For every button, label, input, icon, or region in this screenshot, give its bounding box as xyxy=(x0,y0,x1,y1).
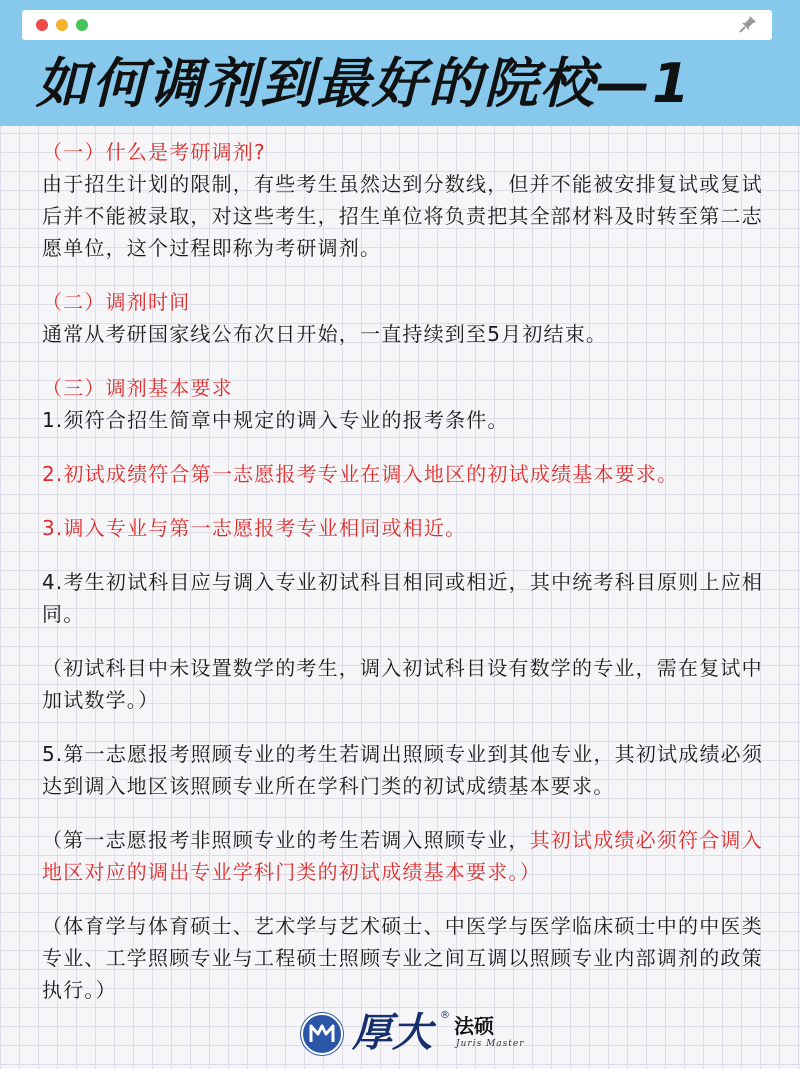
article-content xyxy=(42,136,772,1006)
logo-mark-icon xyxy=(300,1012,344,1056)
window-bar xyxy=(22,10,772,40)
requirement-note-math: （初试科目中未设置数学的考生，调入初试科目设有数学的专业，需在复试中加试数学。） xyxy=(42,656,763,712)
page-title: 如何调剂到最好的院校—1 xyxy=(36,52,692,115)
requirement-final-note: （体育学与体育硕士、艺术学与艺术硕士、中医学与医学临床硕士中的中医类专业、工学照顾专业与工程硕士照顾专业之间互调以照顾专业内部调剂的政策执行。） xyxy=(42,914,763,1002)
requirement-item-3: 3.调入专业与第一志愿报考专业相同或相近。 xyxy=(42,516,467,540)
requirement-item-5: 5.第一志愿报考照顾专业的考生若调出照顾专业到其他专业，其初试成绩必须达到调入地区该照顾专业所在学科门类的初试成绩基本要求。 xyxy=(42,742,764,798)
section-body-2: 通常从考研国家线公布次日开始，一直持续到至5月初结束。 xyxy=(42,322,608,346)
requirement-item-1: 1.须符合招生简章中规定的调入专业的报考条件。 xyxy=(42,408,509,432)
pin-icon[interactable] xyxy=(738,15,758,35)
close-dot[interactable] xyxy=(36,19,48,31)
logo-english: Juris Master xyxy=(456,1039,525,1049)
section-heading-2: （二）调剂时间 xyxy=(42,290,191,314)
section-heading-3: （三）调剂基本要求 xyxy=(42,376,233,400)
note-plain-text: （第一志愿报考非照顾专业的考生若调入照顾专业， xyxy=(42,828,530,852)
requirement-item-2: 2.初试成绩符合第一志愿报考专业在调入地区的初试成绩基本要求。 xyxy=(42,462,679,486)
header-band xyxy=(0,0,800,126)
minimize-dot[interactable] xyxy=(56,19,68,31)
logo-name: 厚大 xyxy=(352,1009,432,1056)
requirement-note-care xyxy=(42,824,772,888)
maximize-dot[interactable] xyxy=(76,19,88,31)
section-body-1: 由于招生计划的限制，有些考生虽然达到分数线，但并不能被安排复试或复试后并不能被录取，对这些考生，招生单位将负责把其全部材料及时转至第二志愿单位，这个过程即称为考研调剂。 xyxy=(42,172,763,260)
brand-logo xyxy=(300,1008,530,1058)
note-red-text: 其初试成绩必须符合调入地区对应的调出专业学科门类的初试成绩基本要求。） xyxy=(42,828,763,884)
logo-registered-mark: ® xyxy=(440,1010,450,1021)
section-heading-1: （一）什么是考研调剂? xyxy=(42,140,266,164)
requirement-item-4: 4.考生初试科目应与调入专业初试科目相同或相近，其中统考科目原则上应相同。 xyxy=(42,570,764,626)
logo-subtitle: 法硕 xyxy=(454,1014,494,1038)
